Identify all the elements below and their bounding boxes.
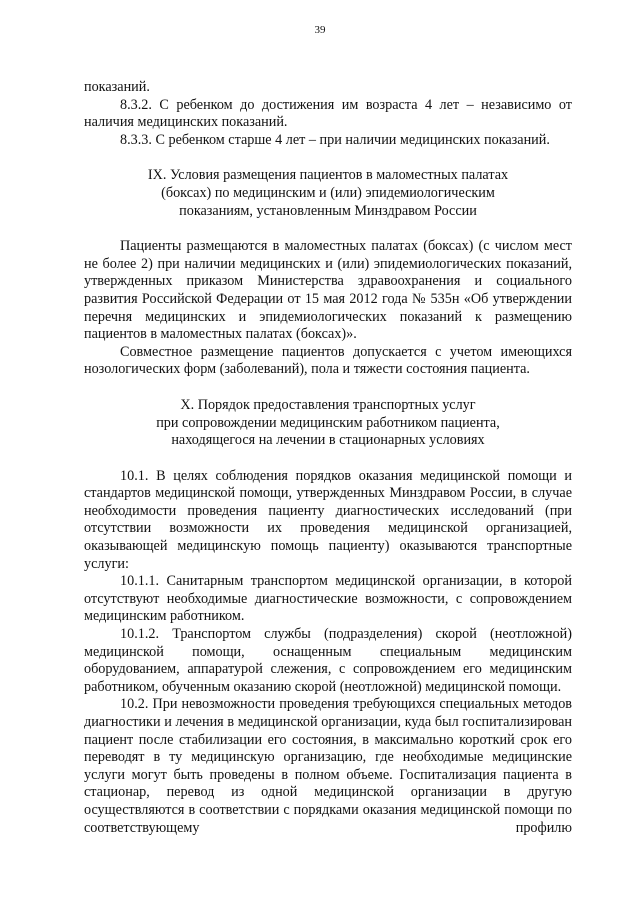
- section-9-paragraph: Пациенты размещаются в маломестных палатах (боксах) (с числом мест не более 2) при наличии медицинских и (или) эпидемиологических показаний, утвержденных приказом Министерства здравоохранения и социального развития Российской Федерации от 15 мая 2012 года № 535н «Об утверждении перечня медицинских и эпидемиологических показаний к размещению пациентов в маломестных палатах (боксах)».: [84, 238, 572, 343]
- section-9-paragraph: Совместное размещение пациентов допускается с учетом имеющихся нозологических форм (заболеваний), пола и тяжести состояния пациента.: [84, 343, 572, 378]
- paragraph-10-1-2: 10.1.2. Транспортом службы (подразделения) скорой (неотложной) медицинской помощи, оснащенным специальным медицинским оборудованием, аппаратурой слежения, с сопровождением его медицинским работником, обученным оказанию скорой (неотложной) медицинской помощи.: [84, 626, 572, 695]
- paragraph-10-1-1: 10.1.1. Санитарным транспортом медицинской организации, в которой отсутствуют необходимые диагностические возможности, с сопровождением медицинским работником.: [84, 573, 572, 625]
- paragraph-8-3-3: 8.3.3. С ребенком старше 4 лет – при наличии медицинских показаний.: [120, 131, 550, 148]
- document-body: [84, 79, 572, 837]
- section-9-heading-line: IX. Условия размещения пациентов в маломестных палатах: [147, 167, 509, 184]
- section-10-heading-line: при сопровождении медицинским работником пациента,: [156, 414, 500, 431]
- paragraph-continuation: показаний.: [84, 79, 150, 95]
- paragraph-10-1: 10.1. В целях соблюдения порядков оказания медицинской помощи и стандартов медицинской помощи, утвержденных Минздравом России, в случае необходимости проведения пациенту диагностических исследований (при отсутствии возможности их проведения медицинской организацией, оказывающей медицинскую помощь пациенту) оказываются транспортные услуги:: [84, 467, 572, 572]
- section-10-heading-line: находящегося на лечении в стационарных условиях: [171, 432, 485, 449]
- section-9-heading-line: показаниям, установленным Минздравом России: [179, 202, 477, 219]
- paragraph-8-3-2: 8.3.2. С ребенком до достижения им возраста 4 лет – независимо от наличия медицинских показаний.: [84, 96, 572, 131]
- section-10-heading: [84, 397, 572, 450]
- paragraph-10-2: 10.2. При невозможности проведения требующихся специальных методов диагностики и лечения в медицинской организации, куда был госпитализирован пациент после стабилизации его состояния, в максимально короткий срок его переводят в ту медицинскую организацию, где необходимые медицинские услуги могут быть проведены в полном объеме. Госпитализация пациента в стационар, перевод из одной медицинской организации в другую осуществляются в соответствии с порядками оказания медицинской помощи по соответствующему профилю: [84, 696, 572, 836]
- section-10-heading-line: X. Порядок предоставления транспортных услуг: [180, 396, 476, 413]
- section-9-heading: [84, 167, 572, 220]
- section-9-heading-line: (боксах) по медицинским и (или) эпидемиологическим: [161, 184, 495, 201]
- page-number: 39: [314, 24, 326, 36]
